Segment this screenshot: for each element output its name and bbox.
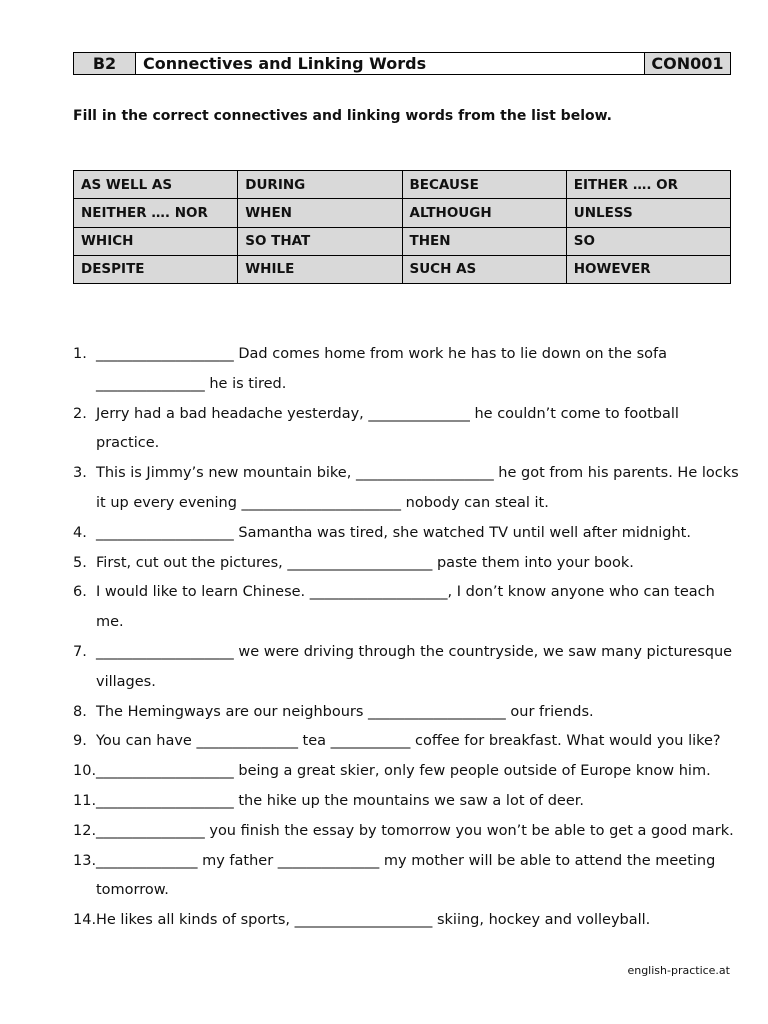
exercise-text: I would like to learn Chinese. ___________________, I don’t know anyone who can teach me. (96, 584, 715, 631)
exercise-item (73, 638, 743, 698)
word-row (74, 199, 731, 227)
exercise-number: 13. (73, 852, 97, 869)
word-row (74, 171, 731, 199)
exercise-text: ___________________ we were driving through the countryside, we saw many picturesque villages. (96, 643, 733, 690)
exercise-number: 5. (73, 554, 87, 571)
exercise-item (73, 757, 743, 787)
word-cell: DURING (238, 171, 402, 199)
exercise-number: 14. (73, 912, 97, 929)
exercise-item (73, 459, 743, 519)
exercise-item (73, 578, 743, 638)
word-cell: WHEN (238, 199, 402, 227)
exercise-list (73, 340, 743, 936)
exercise-item (73, 906, 743, 936)
exercise-number: 8. (73, 703, 87, 720)
exercise-number: 7. (73, 643, 87, 660)
exercise-number: 6. (73, 584, 87, 601)
exercise-item (73, 340, 743, 400)
instruction-text: Fill in the correct connectives and linking words from the list below. (73, 108, 612, 124)
level-label: B2 (74, 53, 136, 74)
word-cell: SO THAT (238, 227, 402, 255)
exercise-item (73, 727, 743, 757)
exercise-text: ___________________ Dad comes home from work he has to lie down on the sofa _______________ he is tired. (96, 346, 667, 392)
exercise-number: 10. (73, 763, 97, 780)
exercise-text: ___________________ Samantha was tired, she watched TV until well after midnight. (96, 524, 691, 541)
word-cell: HOWEVER (566, 255, 730, 283)
word-cell: AS WELL AS (74, 171, 238, 199)
exercise-text: First, cut out the pictures, ____________________ paste them into your book. (96, 554, 634, 571)
exercise-item (73, 698, 743, 728)
worksheet-header (73, 52, 731, 75)
worksheet-code: CON001 (644, 53, 730, 74)
worksheet-title: Connectives and Linking Words (143, 54, 427, 73)
word-row (74, 255, 731, 283)
exercise-number: 9. (73, 733, 87, 750)
exercise-text: _______________ you finish the essay by tomorrow you won’t be able to get a good mark. (96, 822, 734, 839)
word-cell: THEN (402, 227, 566, 255)
exercise-item (73, 817, 743, 847)
exercise-item (73, 847, 743, 907)
exercise-number: 11. (73, 792, 97, 809)
word-cell: WHILE (238, 255, 402, 283)
footer-source: english-practice.at (627, 964, 730, 977)
word-list-table (73, 170, 731, 284)
word-cell: EITHER …. OR (566, 171, 730, 199)
word-cell: BECAUSE (402, 171, 566, 199)
word-cell: ALTHOUGH (402, 199, 566, 227)
exercise-number: 3. (73, 465, 87, 482)
exercise-text: ___________________ the hike up the mountains we saw a lot of deer. (96, 792, 584, 809)
word-cell: UNLESS (566, 199, 730, 227)
word-cell: SUCH AS (402, 255, 566, 283)
exercise-text: The Hemingways are our neighbours ___________________ our friends. (96, 703, 594, 720)
exercise-item (73, 519, 743, 549)
exercise-number: 12. (73, 822, 97, 839)
exercise-text: Jerry had a bad headache yesterday, ______________ he couldn’t come to football practice. (96, 405, 679, 452)
exercise-number: 2. (73, 405, 87, 422)
word-row (74, 227, 731, 255)
word-cell: SO (566, 227, 730, 255)
exercise-number: 1. (73, 346, 87, 362)
exercise-text: He likes all kinds of sports, ___________________ skiing, hockey and volleyball. (96, 912, 651, 929)
word-cell: NEITHER …. NOR (74, 199, 238, 227)
word-cell: WHICH (74, 227, 238, 255)
exercise-item (73, 400, 743, 460)
exercise-text: This is Jimmy’s new mountain bike, ___________________ he got from his parents. He locks it up every evening ______________________ nobody can steal it. (96, 465, 739, 511)
exercise-text: ______________ my father ______________ my mother will be able to attend the meeting tomorrow. (96, 852, 716, 899)
exercise-text: ___________________ being a great skier, only few people outside of Europe know him. (96, 763, 711, 780)
exercise-text: You can have ______________ tea ___________ coffee for breakfast. What would you like? (96, 733, 721, 750)
exercise-number: 4. (73, 524, 87, 541)
word-cell: DESPITE (74, 255, 238, 283)
exercise-item (73, 549, 743, 579)
exercise-item (73, 787, 743, 817)
